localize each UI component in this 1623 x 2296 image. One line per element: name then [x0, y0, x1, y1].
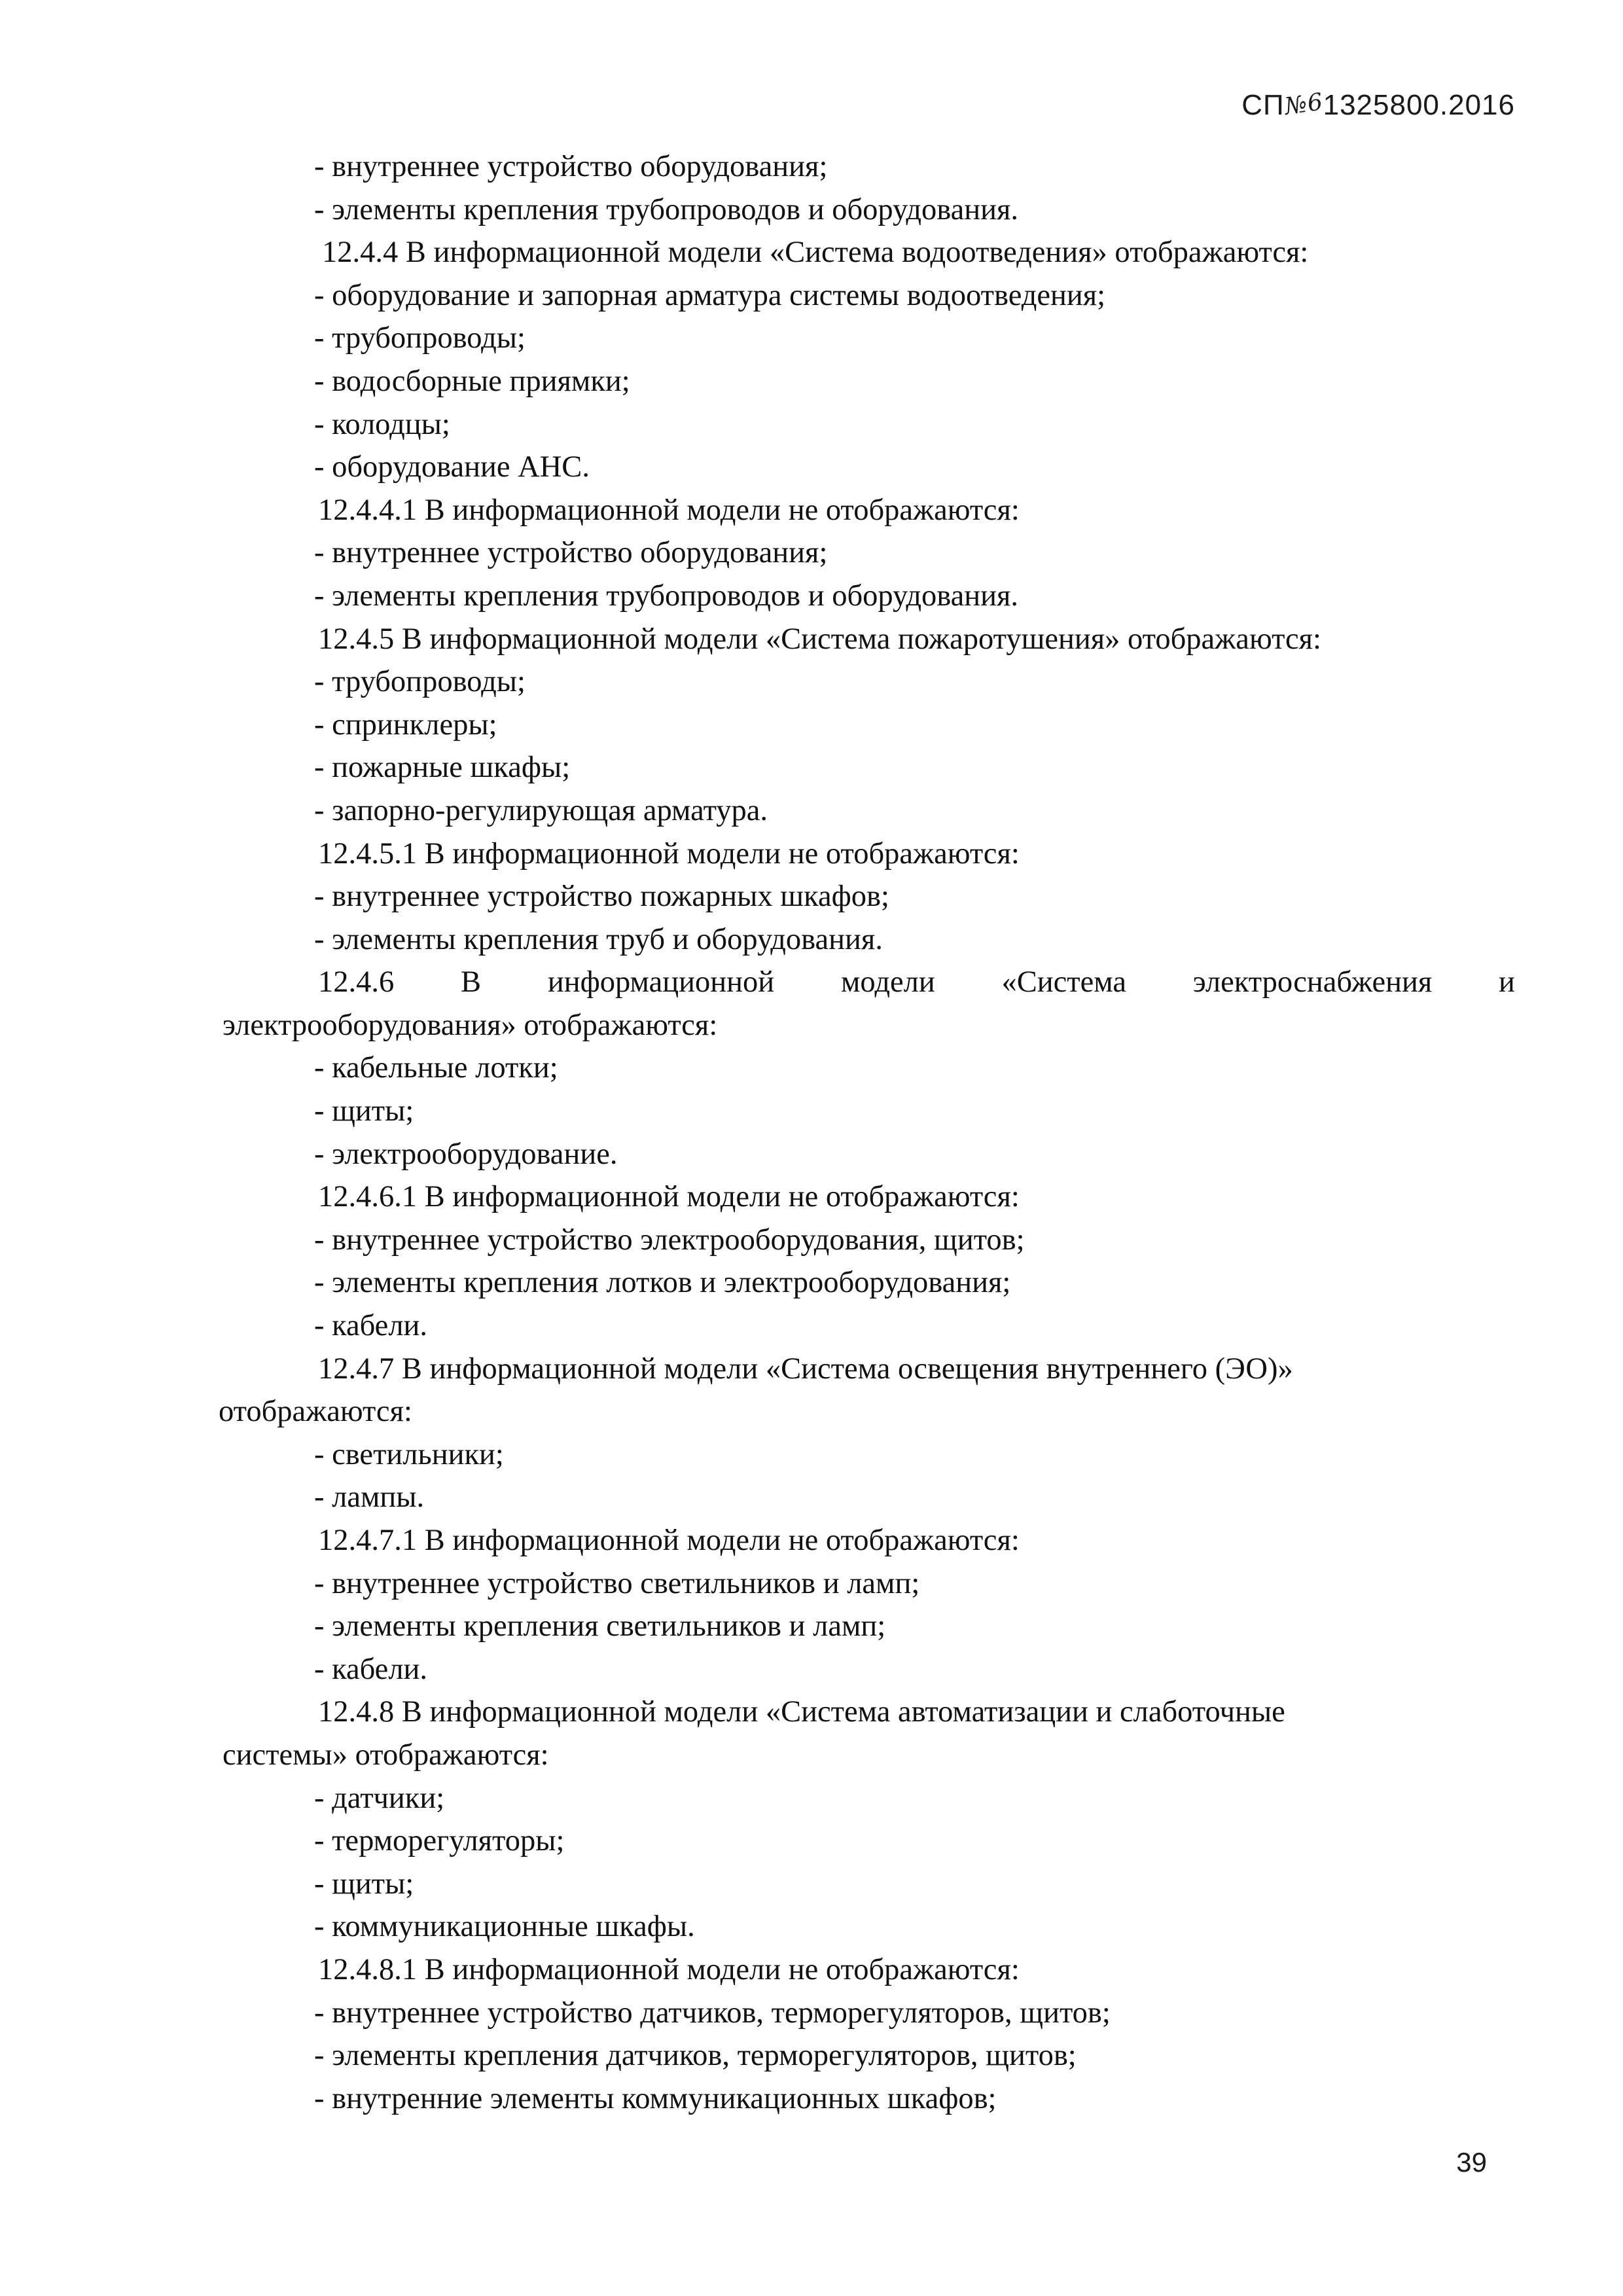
list-item: - внутреннее устройство пожарных шкафов;	[314, 880, 889, 914]
page-number: 39	[1456, 2147, 1487, 2178]
list-item: - внутреннее устройство оборудования;	[314, 150, 828, 183]
list-item: - оборудование АНС.	[314, 450, 590, 484]
list-item: - внутреннее устройство электрооборудования, щитов;	[314, 1223, 1025, 1257]
list-item: - оборудование и запорная арматура системы водоотведения;	[314, 278, 1106, 312]
list-item: - трубопроводы;	[314, 321, 526, 355]
section-heading-12-4-4-1: 12.4.4.1 В информационной модели не отображаются:	[318, 493, 1020, 527]
list-item: - трубопроводы;	[314, 665, 526, 699]
heading-continuation: системы» отображаются:	[223, 1738, 549, 1772]
list-item: - элементы крепления светильников и ламп;	[314, 1609, 886, 1643]
heading-word: и	[1499, 965, 1515, 999]
section-heading-12-4-4: 12.4.4 В информационной модели «Система водоотведения» отображаются:	[322, 236, 1309, 270]
section-heading-12-4-8: 12.4.8 В информационной модели «Система автоматизации и слаботочные	[318, 1695, 1285, 1729]
list-item: - внутреннее устройство светильников и ламп;	[314, 1566, 920, 1600]
list-item: - водосборные приямки;	[314, 364, 630, 398]
section-heading-12-4-7-1: 12.4.7.1 В информационной модели не отображаются:	[318, 1524, 1020, 1557]
list-item: - щиты;	[314, 1094, 414, 1128]
list-item: - колодцы;	[314, 407, 450, 441]
document-code-number: 1325800.2016	[1323, 89, 1515, 121]
section-heading-12-4-7: 12.4.7 В информационной модели «Система освещения внутреннего (ЭО)»	[318, 1352, 1293, 1386]
list-item: - запорно-регулирующая арматура.	[314, 793, 768, 827]
list-item: - терморегуляторы;	[314, 1824, 565, 1858]
heading-word: модели	[840, 965, 935, 999]
list-item: - элементы крепления лотков и электрооборудования;	[314, 1266, 1011, 1300]
list-item: - лампы.	[314, 1480, 425, 1515]
heading-continuation: отображаются:	[219, 1395, 412, 1429]
list-item: - элементы крепления трубопроводов и оборудования.	[314, 579, 1018, 613]
section-heading-12-4-5-1: 12.4.5.1 В информационной модели не отображаются:	[318, 836, 1020, 870]
section-heading-12-4-5: 12.4.5 В информационной модели «Система пожаротушения» отображаются:	[318, 622, 1321, 656]
list-item: - элементы крепления труб и оборудования.	[314, 922, 883, 956]
list-item: - элементы крепления трубопроводов и оборудования.	[314, 192, 1018, 226]
heading-continuation: электрооборудования» отображаются:	[223, 1008, 718, 1042]
list-item: - кабели.	[314, 1309, 428, 1343]
heading-word: В	[461, 965, 482, 999]
list-item: - внутреннее устройство оборудования;	[314, 536, 828, 570]
document-body	[219, 145, 1515, 2120]
list-item: - пожарные шкафы;	[314, 751, 571, 785]
handwritten-number: №6	[1283, 88, 1325, 120]
list-item: - светильники;	[314, 1437, 504, 1471]
heading-word: информационной	[547, 965, 775, 999]
list-item: - внутреннее устройство датчиков, терморегуляторов, щитов;	[314, 1996, 1111, 2030]
list-item: - датчики;	[314, 1781, 445, 1815]
section-heading-12-4-6	[223, 961, 1515, 1004]
heading-word: «Система	[1001, 965, 1126, 999]
section-heading-12-4-8-1: 12.4.8.1 В информационной модели не отображаются:	[318, 1952, 1020, 1986]
list-item: - электрооборудование.	[314, 1137, 618, 1171]
list-item: - щиты;	[314, 1867, 414, 1901]
list-item: - внутренние элементы коммуникационных шкафов;	[314, 2081, 997, 2115]
heading-word: электроснабжения	[1192, 965, 1433, 999]
document-code-header	[1241, 89, 1515, 122]
heading-word: 12.4.6	[318, 965, 395, 999]
list-item: - кабельные лотки;	[314, 1051, 558, 1085]
list-item: - коммуникационные шкафы.	[314, 1910, 695, 1944]
list-item: - спринклеры;	[314, 708, 497, 742]
document-code-prefix: СП	[1241, 89, 1285, 121]
list-item: - элементы крепления датчиков, терморегуляторов, щитов;	[314, 2039, 1077, 2073]
section-heading-12-4-6-1: 12.4.6.1 В информационной модели не отображаются:	[318, 1180, 1020, 1214]
list-item: - кабели.	[314, 1652, 428, 1686]
